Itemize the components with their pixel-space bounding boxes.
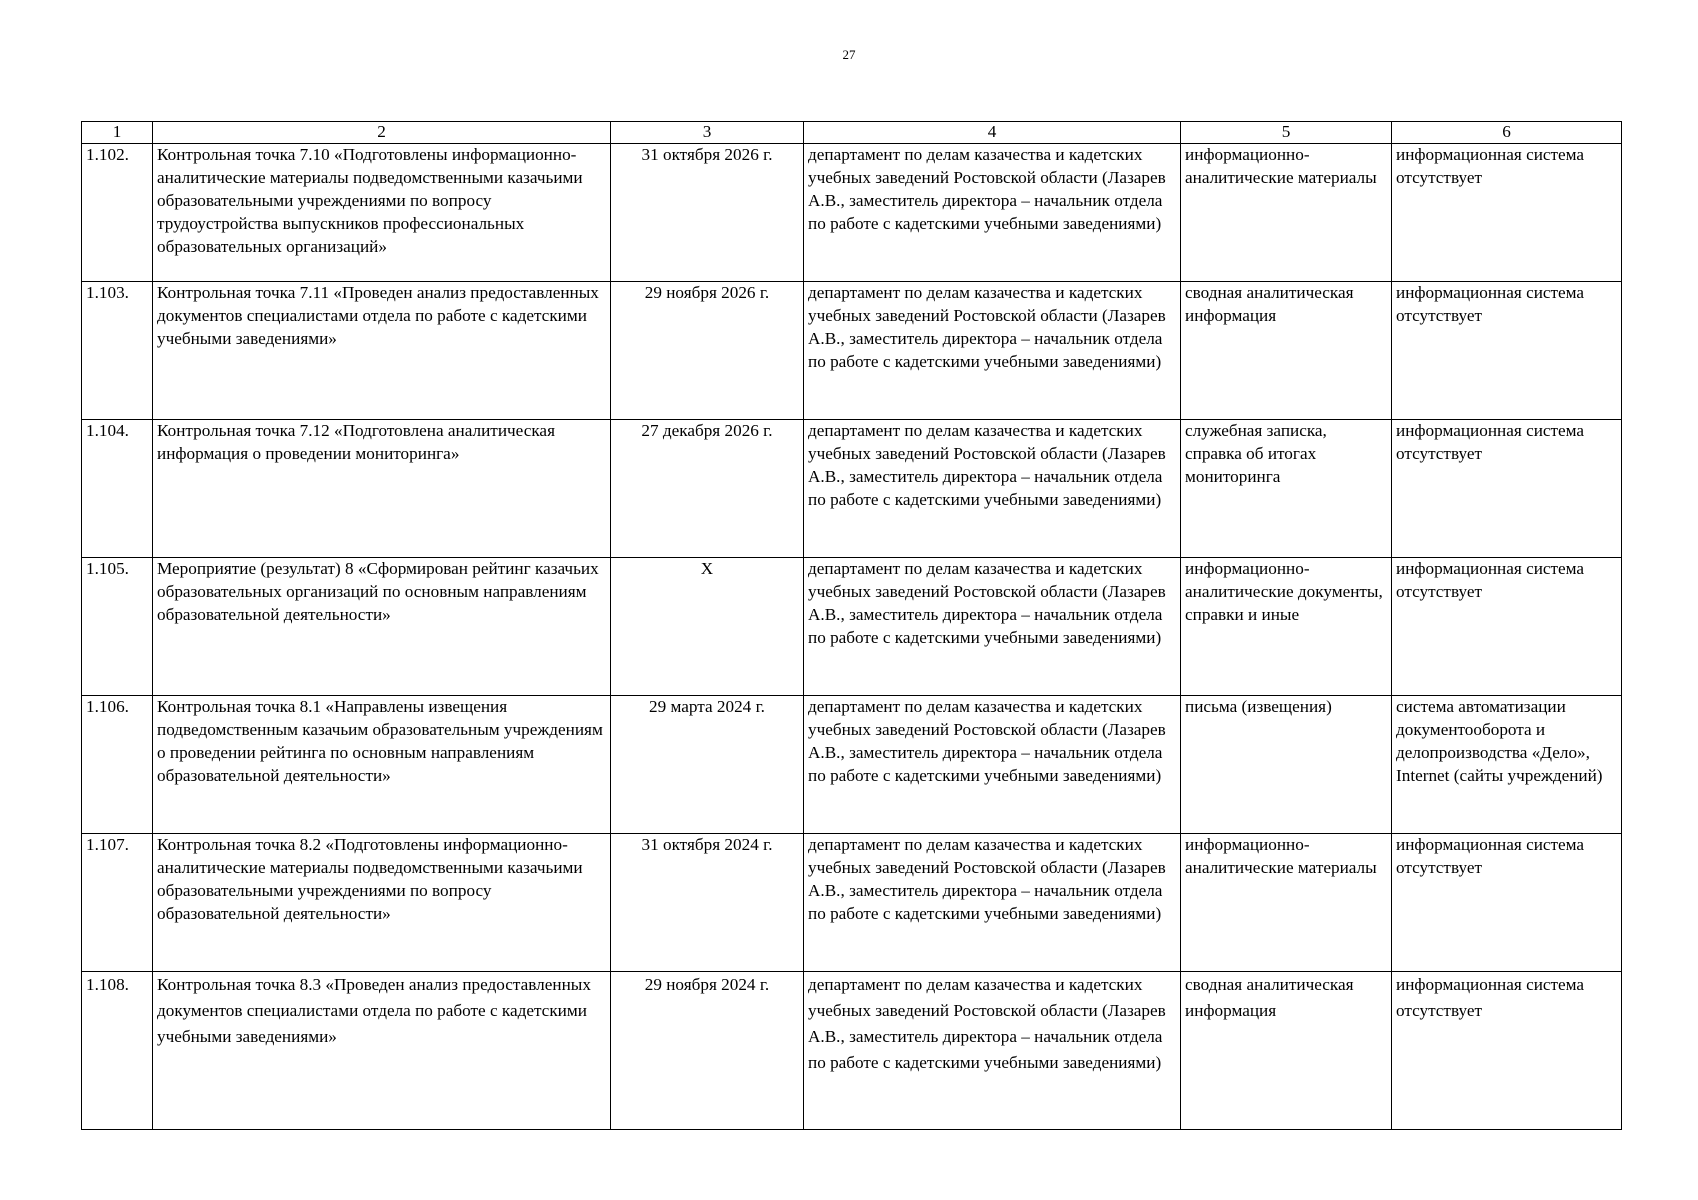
row-system: информационная система отсутствует (1392, 558, 1622, 696)
row-number: 1.104. (82, 420, 153, 558)
column-header-3: 3 (611, 122, 804, 144)
row-date: 29 ноября 2026 г. (611, 282, 804, 420)
row-date: X (611, 558, 804, 696)
row-document: информационно-аналитические материалы (1181, 144, 1392, 282)
table-row (82, 834, 1622, 972)
row-name: Контрольная точка 8.1 «Направлены извещения подведомственным казачьим образовательным учреждениям о проведении рейтинга по основным направлениям образовательной деятельности» (153, 696, 611, 834)
row-name: Контрольная точка 7.12 «Подготовлена аналитическая информация о проведении мониторинга» (153, 420, 611, 558)
table-row (82, 282, 1622, 420)
row-number: 1.108. (82, 972, 153, 1130)
row-name: Контрольная точка 7.10 «Подготовлены информационно-аналитические материалы подведомственными казачьими образовательными учреждениями по вопросу трудоустройства выпускников профессиональных образовательных организаций» (153, 144, 611, 282)
table-row (82, 420, 1622, 558)
row-responsible: департамент по делам казачества и кадетских учебных заведений Ростовской области (Лазарев А.В., заместитель директора – начальник отдела по работе с кадетскими учебными заведениями) (804, 972, 1181, 1130)
row-document: служебная записка, справка об итогах мониторинга (1181, 420, 1392, 558)
table-row (82, 696, 1622, 834)
page-number: 27 (842, 47, 856, 62)
row-responsible: департамент по делам казачества и кадетских учебных заведений Ростовской области (Лазарев А.В., заместитель директора – начальник отдела по работе с кадетскими учебными заведениями) (804, 834, 1181, 972)
row-name: Мероприятие (результат) 8 «Сформирован рейтинг казачьих образовательных организаций по основным направлениям образовательной деятельности» (153, 558, 611, 696)
column-header-4: 4 (804, 122, 1181, 144)
column-header-2: 2 (153, 122, 611, 144)
row-system: информационная система отсутствует (1392, 420, 1622, 558)
row-document: информационно-аналитические материалы (1181, 834, 1392, 972)
row-number: 1.106. (82, 696, 153, 834)
row-number: 1.105. (82, 558, 153, 696)
row-document: письма (извещения) (1181, 696, 1392, 834)
row-number: 1.103. (82, 282, 153, 420)
row-responsible: департамент по делам казачества и кадетских учебных заведений Ростовской области (Лазарев А.В., заместитель директора – начальник отдела по работе с кадетскими учебными заведениями) (804, 420, 1181, 558)
row-date: 31 октября 2024 г. (611, 834, 804, 972)
row-document: информационно-аналитические документы, справки и иные (1181, 558, 1392, 696)
table-header-row (82, 122, 1622, 144)
column-header-6: 6 (1392, 122, 1622, 144)
row-date: 29 марта 2024 г. (611, 696, 804, 834)
row-system: информационная система отсутствует (1392, 972, 1622, 1130)
row-responsible: департамент по делам казачества и кадетских учебных заведений Ростовской области (Лазарев А.В., заместитель директора – начальник отдела по работе с кадетскими учебными заведениями) (804, 282, 1181, 420)
row-number: 1.107. (82, 834, 153, 972)
row-date: 31 октября 2026 г. (611, 144, 804, 282)
row-document: сводная аналитическая информация (1181, 972, 1392, 1130)
column-header-1: 1 (82, 122, 153, 144)
row-document: сводная аналитическая информация (1181, 282, 1392, 420)
row-system: информационная система отсутствует (1392, 144, 1622, 282)
row-responsible: департамент по делам казачества и кадетских учебных заведений Ростовской области (Лазарев А.В., заместитель директора – начальник отдела по работе с кадетскими учебными заведениями) (804, 558, 1181, 696)
row-number: 1.102. (82, 144, 153, 282)
row-system: информационная система отсутствует (1392, 834, 1622, 972)
table-row (82, 558, 1622, 696)
row-name: Контрольная точка 8.3 «Проведен анализ предоставленных документов специалистами отдела по работе с кадетскими учебными заведениями» (153, 972, 611, 1130)
row-responsible: департамент по делам казачества и кадетских учебных заведений Ростовской области (Лазарев А.В., заместитель директора – начальник отдела по работе с кадетскими учебными заведениями) (804, 144, 1181, 282)
row-system: система автоматизации документооборота и делопроизводства «Дело», Internet (сайты учреждений) (1392, 696, 1622, 834)
row-name: Контрольная точка 7.11 «Проведен анализ предоставленных документов специалистами отдела по работе с кадетскими учебными заведениями» (153, 282, 611, 420)
row-responsible: департамент по делам казачества и кадетских учебных заведений Ростовской области (Лазарев А.В., заместитель директора – начальник отдела по работе с кадетскими учебными заведениями) (804, 696, 1181, 834)
row-date: 29 ноября 2024 г. (611, 972, 804, 1130)
table-row (82, 144, 1622, 282)
table-row (82, 972, 1622, 1130)
plan-table (81, 121, 1622, 1130)
column-header-5: 5 (1181, 122, 1392, 144)
row-system: информационная система отсутствует (1392, 282, 1622, 420)
row-name: Контрольная точка 8.2 «Подготовлены информационно-аналитические материалы подведомственными казачьими образовательными учреждениями по вопросу образовательной деятельности» (153, 834, 611, 972)
row-date: 27 декабря 2026 г. (611, 420, 804, 558)
